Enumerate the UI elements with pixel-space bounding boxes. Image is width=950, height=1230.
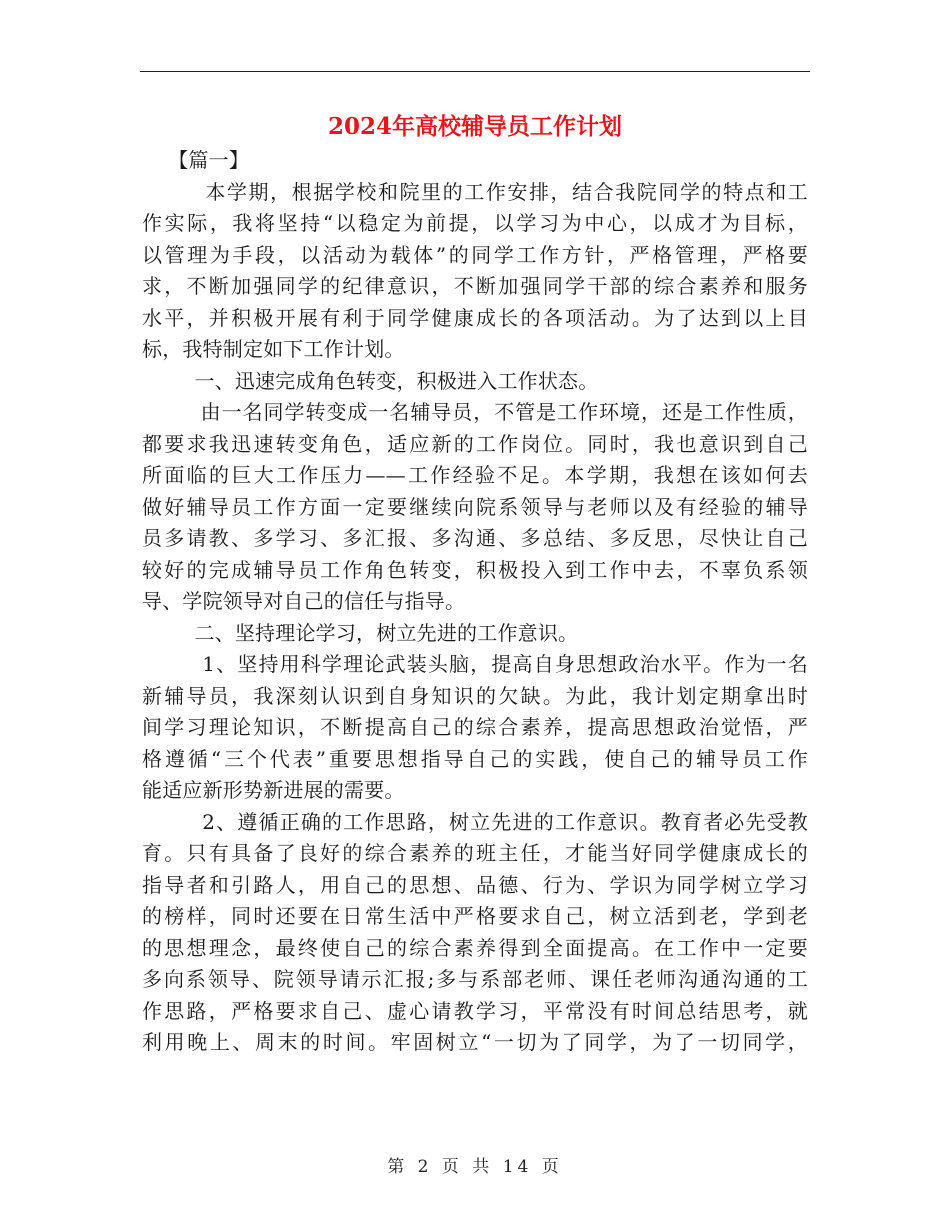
text-line: 作思路，严格要求自己、虚心请教学习，平常没有时间总结思考，就 (142, 998, 808, 1023)
text-line: 1、坚持用科学理论武装头脑，提高自身思想政治水平。作为一名 (142, 652, 808, 676)
document-body (142, 145, 808, 1059)
text-line: 2、遵循正确的工作思路，树立先进的工作意识。教育者必先受教 (142, 809, 808, 834)
text-line: 标，我特制定如下工作计划。 (142, 337, 405, 361)
text-line: 格遵循“三个代表”重要思想指导自己的实践，使自己的辅导员工作 (142, 746, 808, 771)
document-title: 2024年高校辅导员工作计划 (327, 113, 622, 140)
text-line: 员多请教、多学习、多汇报、多沟通、多总结、多反思，尽快让自己 (142, 526, 808, 550)
text-line: 较好的完成辅导员工作角色转变，积极投入到工作中去，不辜负系领 (142, 557, 808, 582)
text-line: 的思想理念，最终使自己的综合素养得到全面提高。在工作中一定要 (142, 935, 808, 960)
text-line: 以管理为手段，以活动为载体”的同学工作方针，严格管理，严格要 (142, 242, 808, 267)
text-line: 间学习理论知识，不断提高自己的综合素养，提高思想政治觉悟，严 (142, 715, 808, 739)
text-line: 都要求我迅速转变角色，适应新的工作岗位。同时，我也意识到自己 (142, 431, 808, 456)
text-line: 二、坚持理论学习，树立先进的工作意识。 (142, 620, 579, 645)
text-line: 能适应新形势新进展的需要。 (142, 778, 405, 802)
text-line: 作实际，我将坚持“以稳定为前提，以学习为中心，以成才为目标， (142, 211, 808, 235)
text-line: 做好辅导员工作方面一定要继续向院系领导与老师以及有经验的辅导 (142, 494, 808, 519)
text-line: 利用晚上、周末的时间。牢固树立“一切为了同学，为了一切同学， (142, 1030, 808, 1054)
text-line: 求，不断加强同学的纪律意识，不断加强同学干部的综合素养和服务 (142, 274, 808, 298)
text-line: 所面临的巨大工作压力——工作经验不足。本学期，我想在该如何去 (142, 463, 808, 487)
text-line: 本学期，根据学校和院里的工作安排，结合我院同学的特点和工 (142, 179, 808, 204)
text-line: 育。只有具备了良好的综合素养的班主任，才能当好同学健康成长的 (142, 841, 808, 865)
header-rule (140, 71, 810, 72)
text-line: 一、迅速完成角色转变，积极进入工作状态。 (142, 368, 599, 393)
text-line: 的榜样，同时还要在日常生活中严格要求自己，树立活到老，学到老 (142, 904, 808, 928)
text-line: 由一名同学转变成一名辅导员，不管是工作环境，还是工作性质， (142, 400, 808, 424)
text-line: 导、学院领导对自己的信任与指导。 (142, 589, 466, 613)
text-line: 新辅导员，我深刻认识到自身知识的欠缺。为此，我计划定期拿出时 (142, 683, 808, 708)
text-line: 【篇一】 (142, 148, 250, 172)
text-line: 多向系领导、院领导请示汇报;多与系部老师、课任老师沟通沟通的工 (142, 967, 808, 991)
page-footer: 第 2 页 共 14 页 (387, 1157, 563, 1177)
text-line: 水平，并积极开展有利于同学健康成长的各项活动。为了达到以上目 (142, 305, 808, 330)
text-line: 指导者和引路人，用自己的思想、品德、行为、学识为同学树立学习 (142, 872, 808, 897)
